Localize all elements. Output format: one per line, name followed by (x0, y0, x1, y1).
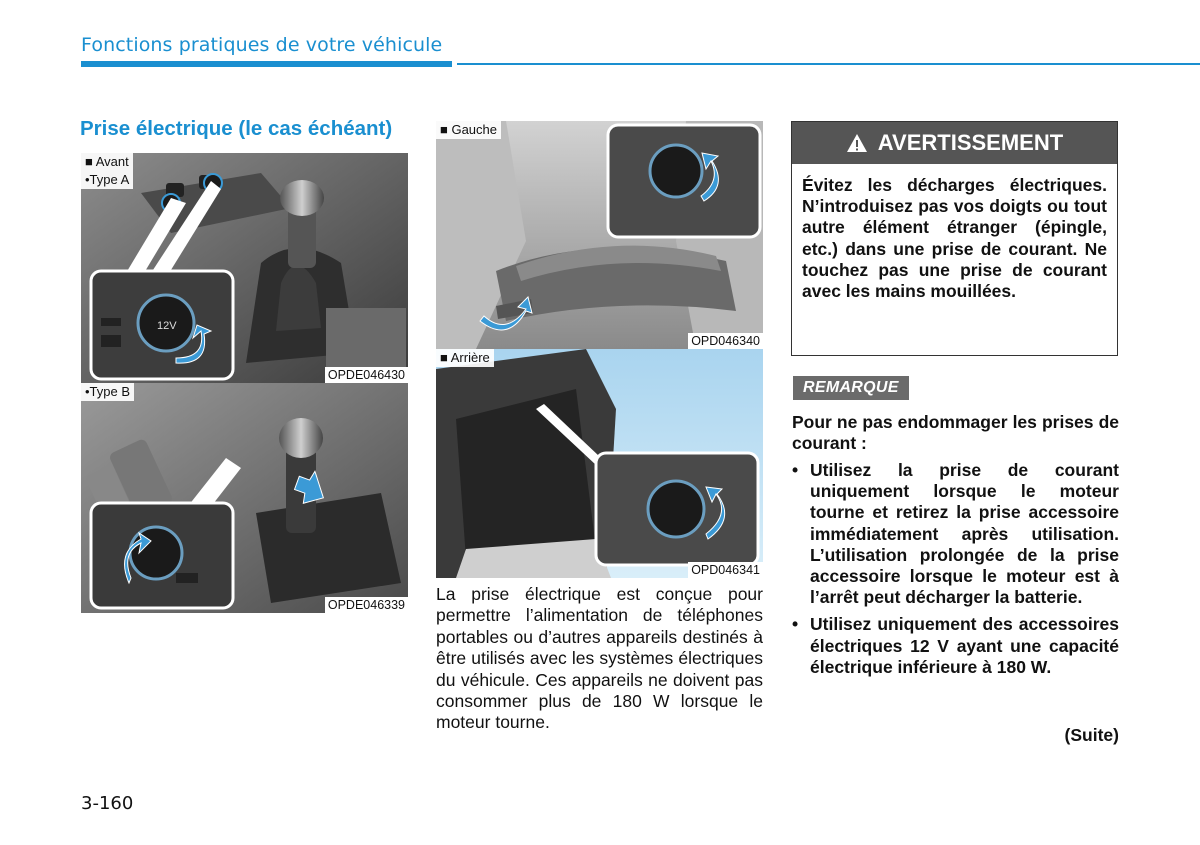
figure-type-b (81, 383, 408, 613)
list-item (792, 460, 1119, 608)
bullet: • (792, 460, 799, 480)
bullet: • (792, 614, 799, 635)
list-item-text: Utilisez la prise de courant uniquement lorsque le moteur tourne et retirez la prise accessoire immédiatement après utilisation. L’utilisation prolongée de la prise accessoire lorsque le moteur est à l’arrêt peut décharger la batterie. (810, 460, 1119, 608)
list-item-text: Utilisez uniquement des accessoires électriques 12 V ayant une capacité électrique inférieure à 180 W. (810, 614, 1119, 677)
type-b-console-illustration (81, 383, 408, 613)
figure-front-type-a (81, 153, 408, 383)
header-rule-thick (81, 61, 452, 67)
list-item (792, 614, 1119, 678)
figure-label-type-a: •Type A (81, 171, 133, 189)
figure-label-type-b: •Type B (81, 383, 134, 401)
figure-code-left: OPD046340 (688, 333, 763, 349)
trunk-illustration (436, 349, 763, 578)
figure-code-front: OPDE046430 (325, 367, 408, 383)
continued-label: (Suite) (1064, 725, 1119, 745)
socket-label: 12V (157, 320, 177, 332)
page-number: 3-160 (81, 793, 134, 814)
figure-label-front: ■ Avant (81, 153, 133, 171)
figure-code-type-b: OPDE046339 (325, 597, 408, 613)
warning-triangle-icon (846, 133, 868, 153)
running-header: Fonctions pratiques de votre véhicule (81, 34, 443, 56)
section-title: Prise électrique (le cas échéant) (80, 117, 393, 140)
figure-label-rear: ■ Arrière (436, 349, 494, 367)
warning-text: Évitez les décharges électriques. N’introduisez pas vos doigts ou tout autre élément étranger (épingle, etc.) dans une prise de courant. Ne touchez pas une prise de courant avec les mains mouillées. (802, 175, 1107, 302)
warning-box (791, 121, 1118, 356)
figure-label-left: ■ Gauche (436, 121, 501, 139)
warning-title: AVERTISSEMENT (877, 130, 1064, 155)
header-rule-thin (457, 63, 1200, 65)
armrest-illustration (436, 121, 763, 349)
figure-rear-trunk (436, 349, 763, 578)
figure-code-rear: OPD046341 (688, 562, 763, 578)
remark-list (792, 460, 1119, 684)
warning-header (792, 122, 1117, 164)
figure-left-armrest (436, 121, 763, 349)
body-paragraph: La prise électrique est conçue pour permettre l’alimentation de téléphones portables ou d’autres appareils destinés à être utilisés avec les systèmes électriques du véhicule. Ces appareils ne doivent pas consommer plus de 180 W lorsque le moteur tourne. (436, 584, 763, 733)
remark-badge: REMARQUE (793, 376, 909, 400)
remark-intro: Pour ne pas endommager les prises de courant : (792, 412, 1119, 454)
